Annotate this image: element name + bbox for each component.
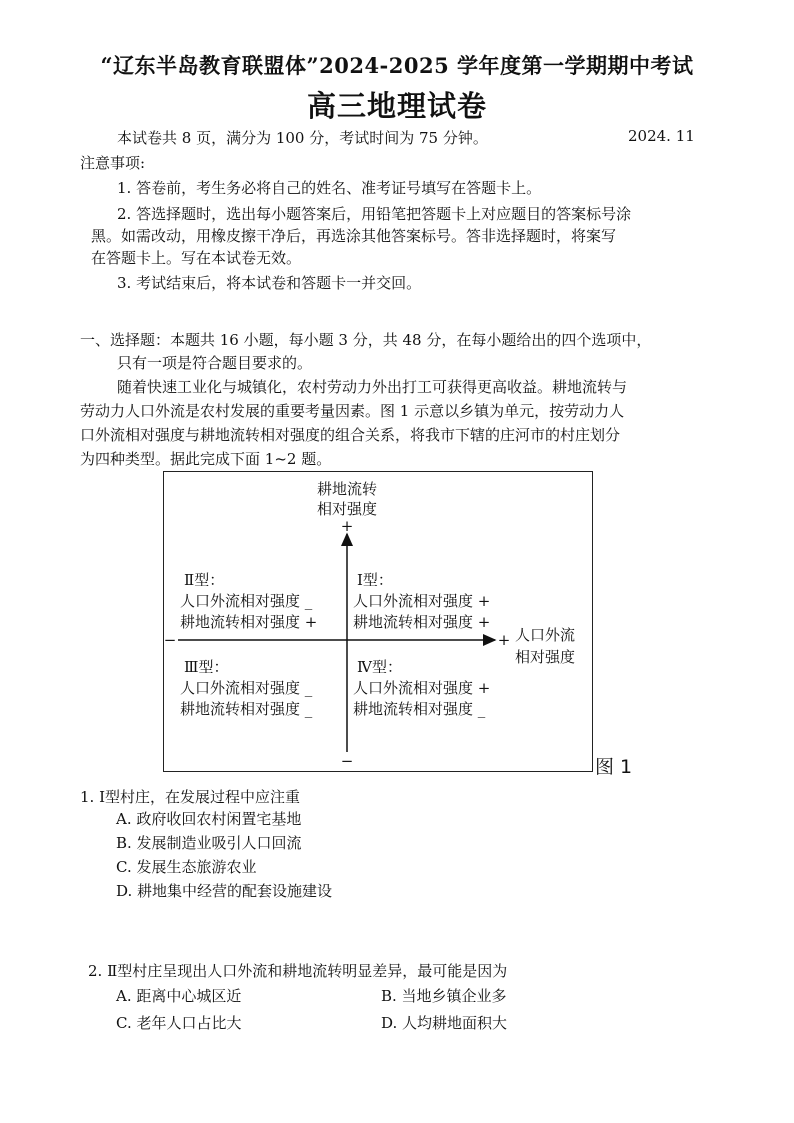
question-2-option-a[interactable]: A. 距离中心城区近 <box>116 987 242 1005</box>
figure-caption: 图 1 <box>595 756 633 778</box>
notice-item-1: 1. 答卷前，考生务必将自己的姓名、准考证号填写在答题卡上。 <box>117 179 542 197</box>
question-1-option-b[interactable]: B. 发展制造业吸引人口回流 <box>116 834 302 852</box>
question-2-option-c[interactable]: C. 老年人口占比大 <box>116 1014 242 1032</box>
question-1-stem: 1. Ⅰ型村庄，在发展过程中应注重 <box>80 788 301 806</box>
y-axis-label-2: 相对强度 <box>316 500 378 518</box>
notice-item-2-line3: 在答题卡上。写在本试卷无效。 <box>91 249 302 267</box>
exam-title-line1: “辽东半岛教育联盟体”2024-2025 学年度第一学期期中考试 <box>100 53 694 78</box>
type3-title: Ⅲ型： <box>184 658 229 676</box>
type2-line2: 耕地流转相对强度 + <box>180 613 318 631</box>
passage-line2: 劳动力人口外流是农村发展的重要考量因素。图 1 示意以乡镇为单元，按劳动力人 <box>80 402 625 420</box>
section-heading-line1: 一、选择题：本题共 16 小题，每小题 3 分，共 48 分，在每小题给出的四个选项中， <box>80 331 652 349</box>
exam-info: 本试卷共 8 页，满分为 100 分，考试时间为 75 分钟。 <box>117 129 488 147</box>
question-2-option-d[interactable]: D. 人均耕地面积大 <box>381 1014 508 1032</box>
y-axis-minus: − <box>340 752 354 770</box>
passage-line4: 为四种类型。据此完成下面 1~2 题。 <box>80 450 332 468</box>
notice-item-2-line2: 黑。如需改动，用橡皮擦干净后，再选涂其他答案标号。答非选择题时，将案写 <box>91 227 617 245</box>
type3-line1: 人口外流相对强度 _ <box>180 679 313 697</box>
notice-item-3: 3. 考试结束后，将本试卷和答题卡一并交回。 <box>117 274 422 292</box>
type2-title: Ⅱ型： <box>184 571 225 589</box>
type3-line2: 耕地流转相对强度 _ <box>180 700 313 718</box>
type1-line2: 耕地流转相对强度 + <box>353 613 491 631</box>
question-1-option-a[interactable]: A. 政府收回农村闲置宅基地 <box>116 810 302 828</box>
type4-title: Ⅳ型： <box>357 658 402 676</box>
section-heading-line2: 只有一项是符合题目要求的。 <box>117 354 313 372</box>
type1-title: Ⅰ型： <box>357 571 393 589</box>
passage-line3: 口外流相对强度与耕地流转相对强度的组合关系，将我市下辖的庄河市的村庄划分 <box>80 426 621 444</box>
x-axis-label-1: 人口外流 <box>515 626 576 644</box>
type2-line1: 人口外流相对强度 _ <box>180 592 313 610</box>
passage-line1: 随着快速工业化与城镇化，农村劳动力外出打工可获得更高收益。耕地流转与 <box>117 378 628 396</box>
type1-line1: 人口外流相对强度 + <box>353 592 491 610</box>
question-2-option-b[interactable]: B. 当地乡镇企业多 <box>381 987 507 1005</box>
quadrant-diagram-svg <box>164 472 594 773</box>
question-1-option-d[interactable]: D. 耕地集中经营的配套设施建设 <box>116 882 333 900</box>
type4-line1: 人口外流相对强度 + <box>353 679 491 697</box>
x-axis-plus: + <box>497 631 511 649</box>
notice-heading: 注意事项: <box>80 154 146 172</box>
figure-1-quadrant-diagram <box>163 471 593 772</box>
exam-title-line2: 高三地理试卷 <box>306 89 487 123</box>
y-axis-label-1: 耕地流转 <box>316 480 378 498</box>
notice-item-2-line1: 2. 答选择题时，选出每小题答案后，用铅笔把答题卡上对应题目的答案标号涂 <box>117 205 632 223</box>
question-1-option-c[interactable]: C. 发展生态旅游农业 <box>116 858 257 876</box>
type4-line2: 耕地流转相对强度 _ <box>353 700 486 718</box>
question-2-stem: 2. Ⅱ型村庄呈现出人口外流和耕地流转明显差异，最可能是因为 <box>88 962 508 980</box>
exam-date: 2024. 11 <box>628 127 695 145</box>
x-axis-label-2: 相对强度 <box>515 648 576 666</box>
y-axis-plus: + <box>340 517 354 535</box>
x-axis-minus: − <box>164 631 177 649</box>
